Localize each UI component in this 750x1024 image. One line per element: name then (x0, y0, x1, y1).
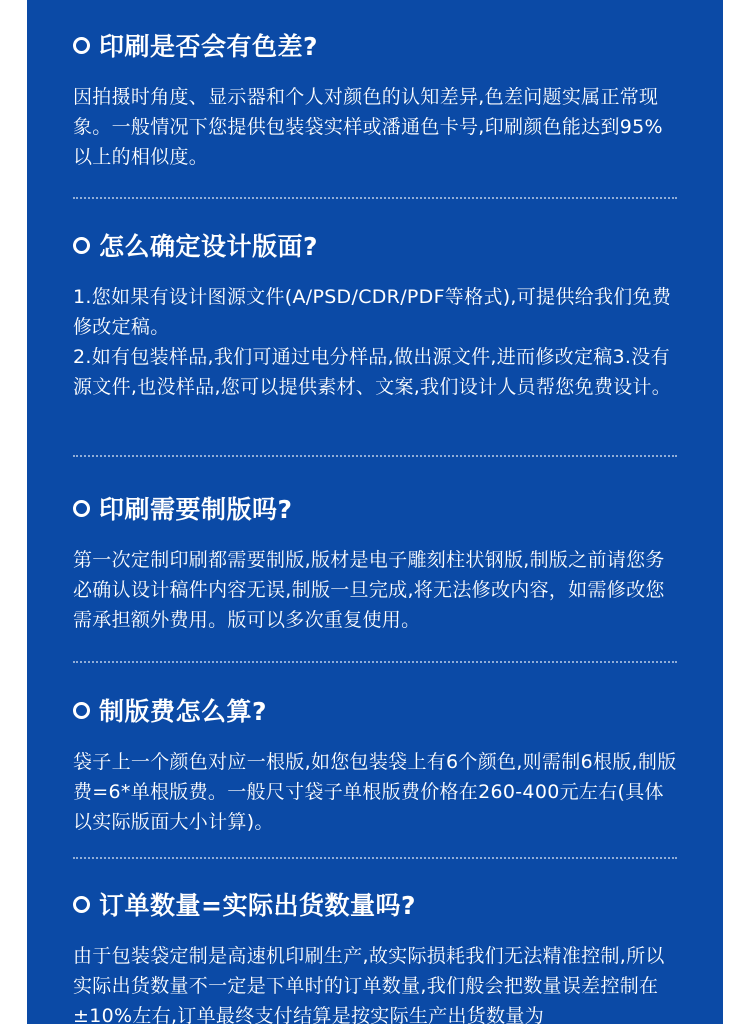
faq-answer-paragraph: 2.如有包装样品,我们可通过电分样品,做出源文件,进而修改定稿3.没有源文件,也没样品,您可以提供素材、文案,我们设计人员帮您免费设计。 (73, 346, 672, 398)
faq-answer (73, 941, 677, 1024)
faq-answer-paragraph: 袋子上一个颜色对应一根版,如您包装袋上有6个颜色,则需制6根版,制版费=6*单根版费。一般尺寸袋子单根版费价格在260-400元左右(具体以实际版面大小计算)。 (73, 751, 677, 833)
faq-panel (27, 0, 723, 1024)
faq-title-text: 印刷需要制版吗? (99, 495, 293, 524)
faq-answer (73, 545, 677, 635)
faq-design-layout (73, 225, 677, 402)
dotted-divider (73, 455, 677, 457)
faq-plate-making (73, 488, 677, 635)
faq-title (73, 690, 677, 730)
dotted-divider (73, 197, 677, 199)
faq-answer (73, 282, 677, 402)
circle-bullet-icon (73, 37, 90, 54)
faq-title-text: 怎么确定设计版面? (99, 232, 319, 261)
circle-bullet-icon (73, 702, 90, 719)
faq-title (73, 25, 677, 65)
faq-title-text: 订单数量=实际出货数量吗? (99, 891, 416, 920)
faq-answer (73, 747, 677, 837)
dotted-divider (73, 857, 677, 859)
circle-bullet-icon (73, 237, 90, 254)
faq-answer (73, 82, 677, 172)
faq-title (73, 884, 677, 924)
faq-title (73, 488, 677, 528)
faq-plate-fee (73, 690, 677, 837)
faq-answer-paragraph: 1.您如果有设计图源文件(A/PSD/CDR/PDF等格式),可提供给我们免费修改定稿。 (73, 286, 672, 338)
faq-title-text: 印刷是否会有色差? (99, 32, 319, 61)
dotted-divider (73, 661, 677, 663)
faq-answer-paragraph: 第一次定制印刷都需要制版,版材是电子雕刻柱状钢版,制版之前请您务必确认设计稿件内容无误,制版一旦完成,将无法修改内容，如需修改您需承担额外费用。版可以多次重复使用。 (73, 549, 665, 631)
circle-bullet-icon (73, 500, 90, 517)
faq-title-text: 制版费怎么算? (99, 697, 268, 726)
faq-title (73, 225, 677, 265)
faq-answer-paragraph: 因拍摄时角度、显示器和个人对颜色的认知差异,色差问题实属正常现象。一般情况下您提供包装袋实样或潘通色卡号,印刷颜色能达到95%以上的相似度。 (73, 86, 663, 168)
faq-color-difference (73, 25, 677, 172)
faq-order-quantity (73, 884, 677, 1024)
circle-bullet-icon (73, 896, 90, 913)
faq-answer-paragraph: 由于包装袋定制是高速机印刷生产,故实际损耗我们无法精准控制,所以实际出货数量不一定是下单时的订单数量,我们般会把数量误差控制在±10%左右,订单最终支付结算是按实际生产出货数量为 (73, 945, 665, 1024)
